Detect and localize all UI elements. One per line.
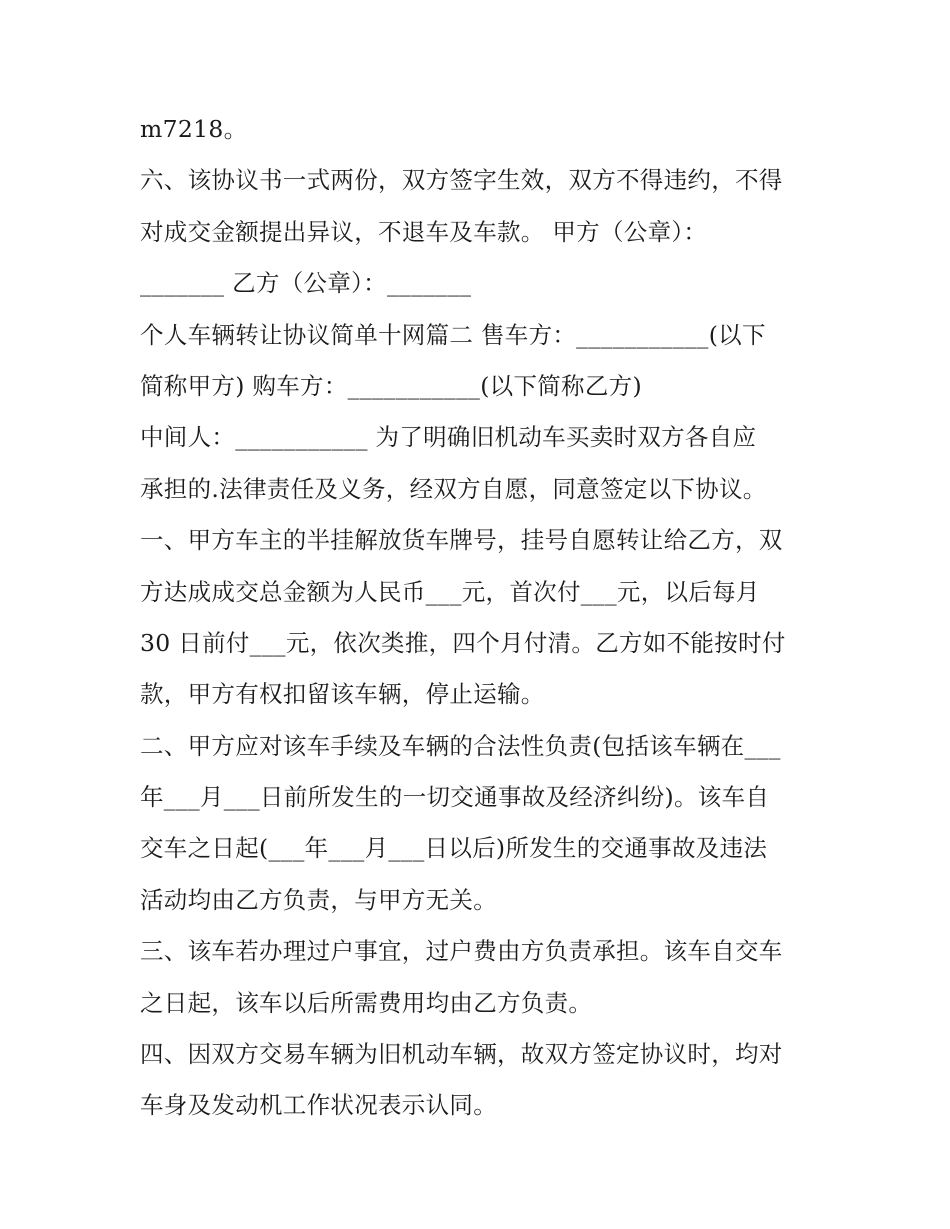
text-line: 之日起，该车以后所需费用均由乙方负责。 — [140, 988, 593, 1017]
text-line: 款，甲方有权扣留该车辆，停止运输。 — [140, 680, 545, 709]
text-line: 中间人：___________ 为了明确旧机动车买卖时双方各自应 — [140, 423, 757, 452]
text-line: 二、甲方应对该车手续及车辆的合法性负责(包括该车辆在___ — [140, 731, 781, 760]
text-line: 四、因双方交易车辆为旧机动车辆，故双方签定协议时，均对 — [140, 1040, 783, 1069]
text-line: 六、该协议书一式两份，双方签字生效，双方不得违约，不得 — [140, 166, 783, 195]
text-line: 车身及发动机工作状况表示认同。 — [140, 1091, 497, 1120]
text-line: 三、该车若办理过户事宜，过户费由方负责承担。该车自交车 — [140, 937, 783, 966]
text-line: 30 日前付___元，依次类推，四个月付清。乙方如不能按时付 — [140, 628, 786, 657]
document-body — [140, 104, 820, 1132]
text-line: 一、甲方车主的半挂解放货车牌号，挂号自愿转让给乙方，双 — [140, 526, 783, 555]
text-line: 活动均由乙方负责，与甲方无关。 — [140, 885, 497, 914]
text-line: 交车之日起(___年___月___日以后)所发生的交通事故及违法 — [140, 834, 768, 863]
text-line: _______ 乙方（公章）：_______ — [140, 269, 472, 298]
text-line: 简称甲方) 购车方：___________(以下简称乙方) — [140, 371, 642, 400]
text-line: 方达成成交总金额为人民币___元，首次付___元，以后每月 — [140, 577, 760, 606]
text-line: 个人车辆转让协议简单十网篇二 售车方：___________(以下 — [140, 320, 766, 349]
text-line: 对成交金额提出异议，不退车及车款。 甲方（公章）： — [140, 217, 708, 246]
text-line: 年___月___日前所发生的一切交通事故及经济纠纷)。该车自 — [140, 783, 770, 812]
text-line: 承担的.法律责任及义务，经双方自愿，同意签定以下协议。 — [140, 474, 767, 503]
text-line: m7218。 — [140, 115, 248, 143]
